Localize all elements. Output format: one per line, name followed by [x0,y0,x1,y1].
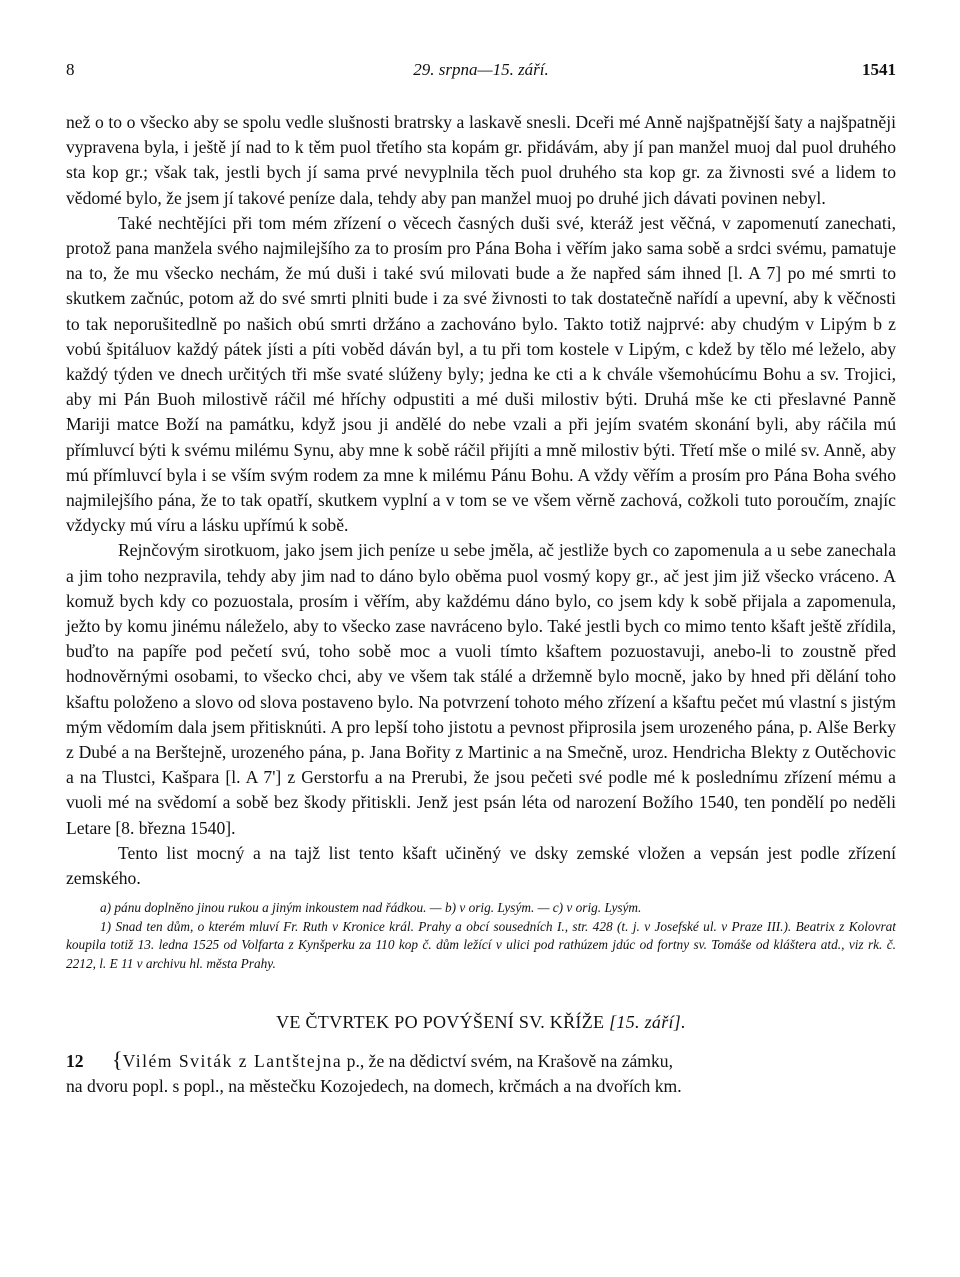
header-date: 29. srpna—15. září. [413,60,549,79]
entry-line1: p., že na dědictví svém, na Krašově na zámku, [346,1050,673,1071]
entry-line2: na dvoru popl. s popl., na městečku Kozojedech, na domech, krčmách a na dvořích km. [66,1076,682,1097]
footnotes [66,899,896,973]
paragraph: než o to o všecko aby se spolu vedle slušnosti bratrsky a laskavě snesli. Dceři mé Anně najšpatnější šaty a najšpatněji vypravena byla, i ještě jí nad to k těm puol třetího sta kopám gr. přidávám, aby jí pan manžel muoj dal puol druhého sta kop gr.; však tak, jestli bych jí sama prvé nevyplnila těch puol druhého sta kop gr. za živnosti své a lidem to vědomé bylo, že jsem jí takové peníze dala, tehdy aby pan manžel muoj po druhé jich dávati povinen nebyl. [66,112,896,208]
entry-name: Vilém Sviták z Lantštejna [122,1050,343,1071]
heading-text: VE ČTVRTEK PO POVÝŠENÍ SV. KŘÍŽE [276,1011,605,1032]
footnote-1: 1) Snad ten dům, o kterém mluví Fr. Ruth v Kronice král. Prahy a obcí sousedních I., str. 428 (t. j. v Josefské ul. v Praze III.). Beatrix z Kolovrat koupila totiž 13. ledna 1525 od Volfarta z Kynšperku za 110 kop č. dům ležící v ulici pod rathúzem jdúc od fortny sv. Tomáše od kláštera atd., viz rk. č. 2212, l. E 11 v archivu hl. města Prahy. [66,918,896,972]
page-number: 8 [66,60,75,79]
section-heading [66,1012,896,1033]
main-text [66,110,896,891]
paragraph: Také nechtějíci při tom mém zřízení o věcech časných duši své, kteráž jest věčná, v zapomenutí zanechati, protož pana manžela svého najmilejšího za to prosím pro Pána Boha i věřím jako sama sobě a srdci svému, pamatuje na to, že mu všecko nechám, že mú duši i také svú milovati bude a že napřed sám ihned [l. A 7] po mé smrti to skutkem začnúc, potom až do své smrti plniti bude i za své živnosti to tak dostatečně nařídí a upevní, aby k věčnosti to tak neporušitedlně po našich obú smrti držáno a zachováno bylo. Takto totiž najprvé: aby chudým v Lipým b z vobú špitáluov každý pátek jísti a píti voběd dáván byl, a tu při tom kostele v Lipým, c kdež by tělo mé leželo, aby každý týden ve dnech určitých tři mše svaté slúženy byly; jedna ke cti a k chvále všemohúcímu Bohu a sv. Trojici, aby mi Pán Buoh milostivě ráčil mé hříchy odpustiti a mé duši milostiv býti. Druhá mše ke cti přeslavné Panně Mariji matce Boží na památku, když jsou ji andělé do nebe vzali a při jejím svatém skonání byli, aby ráčila mú přímluvcí býti k svému milému Synu, aby mne k sobě ráčil přijíti a mně milostiv býti. Třetí mše o milé sv. Anně, aby mú přímluvcí byla i se vším svým rodem za mne k milému Pánu Bohu. A vždy věřím a prosím pro Pána Boha svého najmilejšího pána, že to tak opatří, skutkem vyplní a v tom se ve všem věrně zachová, cožkoli tuto poroučím, znajíc vždycky mú víru a lásku upřímú k sobě. [66,212,896,536]
header-year: 1541 [862,60,896,79]
heading-date: [15. září]. [609,1011,686,1032]
paragraph: Tento list mocný a na tajž list tento kšaft učiněný ve dsky zemské vložen a vepsán jest podle zřízení zemského. [66,842,896,889]
paragraph: Rejnčovým sirotkuom, jako jsem jich peníze u sebe jměla, ač jestliže bych co zapomenula a u sebe zanechala a jim toho nezpravila, tehdy aby jim nad to dáno bylo oběma puol vosmý kopy gr., ač jest jim již všecko vráceno. A komuž bych kdy co pozuostala, prosím i věřím, aby každému dáno bylo, co jsem kdy k sobě přijala a zapomenula, ježto by komu jinému náleželo, aby to všecko zase navráceno bylo. Také jestli bych co mimo tento kšaft ještě zřídila, buďto na papíře pod pečetí svú, toho sobě moc a vuoli tímto kšaftem pozuostavuji, anebo-li to zoustně před hodnověrnými osobami, to všecko chci, aby ve všem tak stálé a držemně bylo mocně, jako by hned při dělání toho kšaftu položeno a slovo od slova postaveno bylo. Na potvrzení tohoto mého zřízení a kšaftu pečet mú vlastní s jistým mým vědomím dala jsem přitisknúti. A pro lepší toho jistotu a pevnost připrosila jsem urozeného pána, p. Alše Berky z Dubé a na Berštejně, urozeného pána, p. Jana Bořity z Martinic a na Smečně, uroz. Hendricha Blekty z Outěchovic a na Tlustci, Kašpara [l. A 7'] z Gerstorfu a na Prerubi, že jsou pečeti své podle mé k poslednímu zřízení mému a vuoli mé na svědomí a sobě bez škody přitiskli. Jenž jest psán léta od narození Božího 1540, ten pondělí po neděli Letare [8. března 1540]. [66,540,896,838]
document-page [66,60,896,1100]
footnote-a: a) pánu doplněno jinou rukou a jiným inkoustem nad řádkou. — b) v orig. Lysým. — c) v orig. Lysým. [100,900,642,916]
brace-glyph: { [112,1046,123,1072]
register-entry [66,1047,896,1100]
entry-number: 12 [66,1050,84,1071]
running-header [66,60,896,90]
